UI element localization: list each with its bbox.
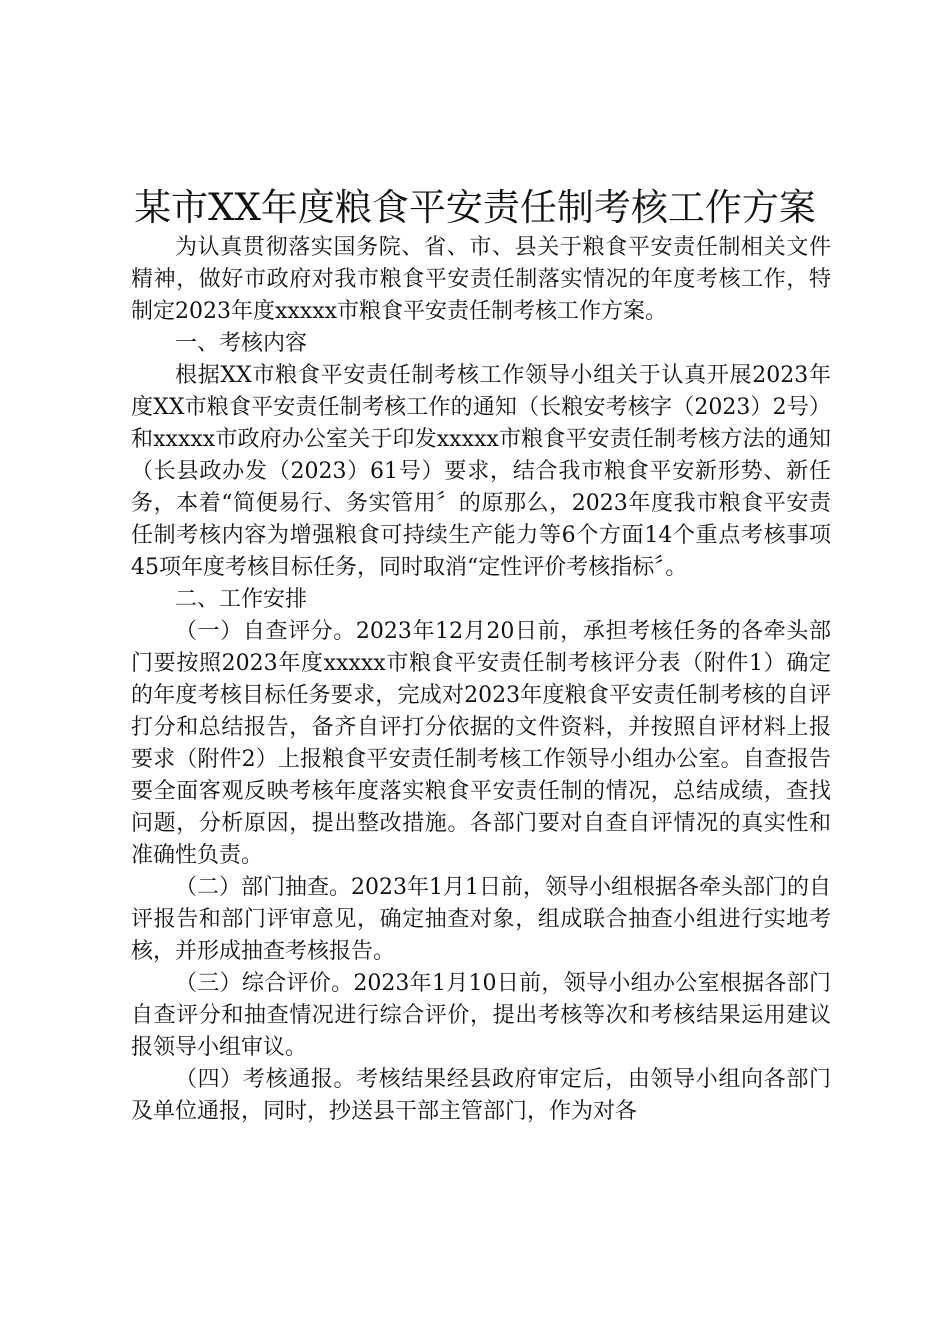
section-heading-work-arrangement: 二、工作安排 bbox=[175, 587, 308, 612]
self-check-paragraph: （一）自查评分。2023年12月20日前，承担考核任务的各牵头部门要按照2023年度xxxxx市粮食平安责任制考核评分表（附件1）确定的年度考核目标任务要求，完成对2023年度粮食平安责任制考核的自评打分和总结报告，备齐自评打分依据的文件资料，并按照自评材料上报要求（附件2）上报粮食平安责任制考核工作领导小组办公室。自查报告要全面客观反映考核年度落实粮食平安责任制的情况，总结成绩，查找问题，分析原因，提出整改措施。各部门要对自查自评情况的真实性和准确性负责。 bbox=[131, 619, 831, 868]
assessment-notice-paragraph: （四）考核通报。考核结果经县政府审定后，由领导小组向各部门及单位通报，同时，抄送县干部主管部门，作为对各 bbox=[131, 1067, 831, 1124]
department-spot-check-paragraph: （二）部门抽查。2023年1月1日前，领导小组根据各牵头部门的自评报告和部门评审意见，确定抽查对象，组成联合抽查小组进行实地考核，并形成抽查考核报告。 bbox=[131, 875, 831, 964]
comprehensive-evaluation-paragraph: （三）综合评价。2023年1月10日前，领导小组办公室根据各部门自查评分和抽查情况进行综合评价，提出考核等次和考核结果运用建议报领导小组审议。 bbox=[131, 971, 831, 1060]
document-body bbox=[131, 232, 831, 1128]
document-title: 某市XX年度粮食平安责任制考核工作方案 bbox=[134, 186, 816, 229]
intro-paragraph: 为认真贯彻落实国务院、省、市、县关于粮食平安责任制相关文件精神，做好市政府对我市粮食平安责任制落实情况的年度考核工作，特制定2023年度xxxxx市粮食平安责任制考核工作方案。 bbox=[131, 235, 831, 324]
section-heading-assessment-content: 一、考核内容 bbox=[175, 331, 308, 356]
assessment-content-paragraph: 根据XX市粮食平安责任制考核工作领导小组关于认真开展2023年度XX市粮食平安责任制考核工作的通知（长粮安考核字（2023）2号）和xxxxx市政府办公室关于印发xxxxx市粮食平安责任制考核方法的通知（长县政办发（2023）61号）要求，结合我市粮食平安新形势、新任务，本着“简便易行、务实管用〞的原那么，2023年度我市粮食平安责任制考核内容为增强粮食可持续生产能力等6个方面14个重点考核事项45项年度考核目标任务，同时取消“定性评价考核指标〞。 bbox=[131, 363, 831, 580]
